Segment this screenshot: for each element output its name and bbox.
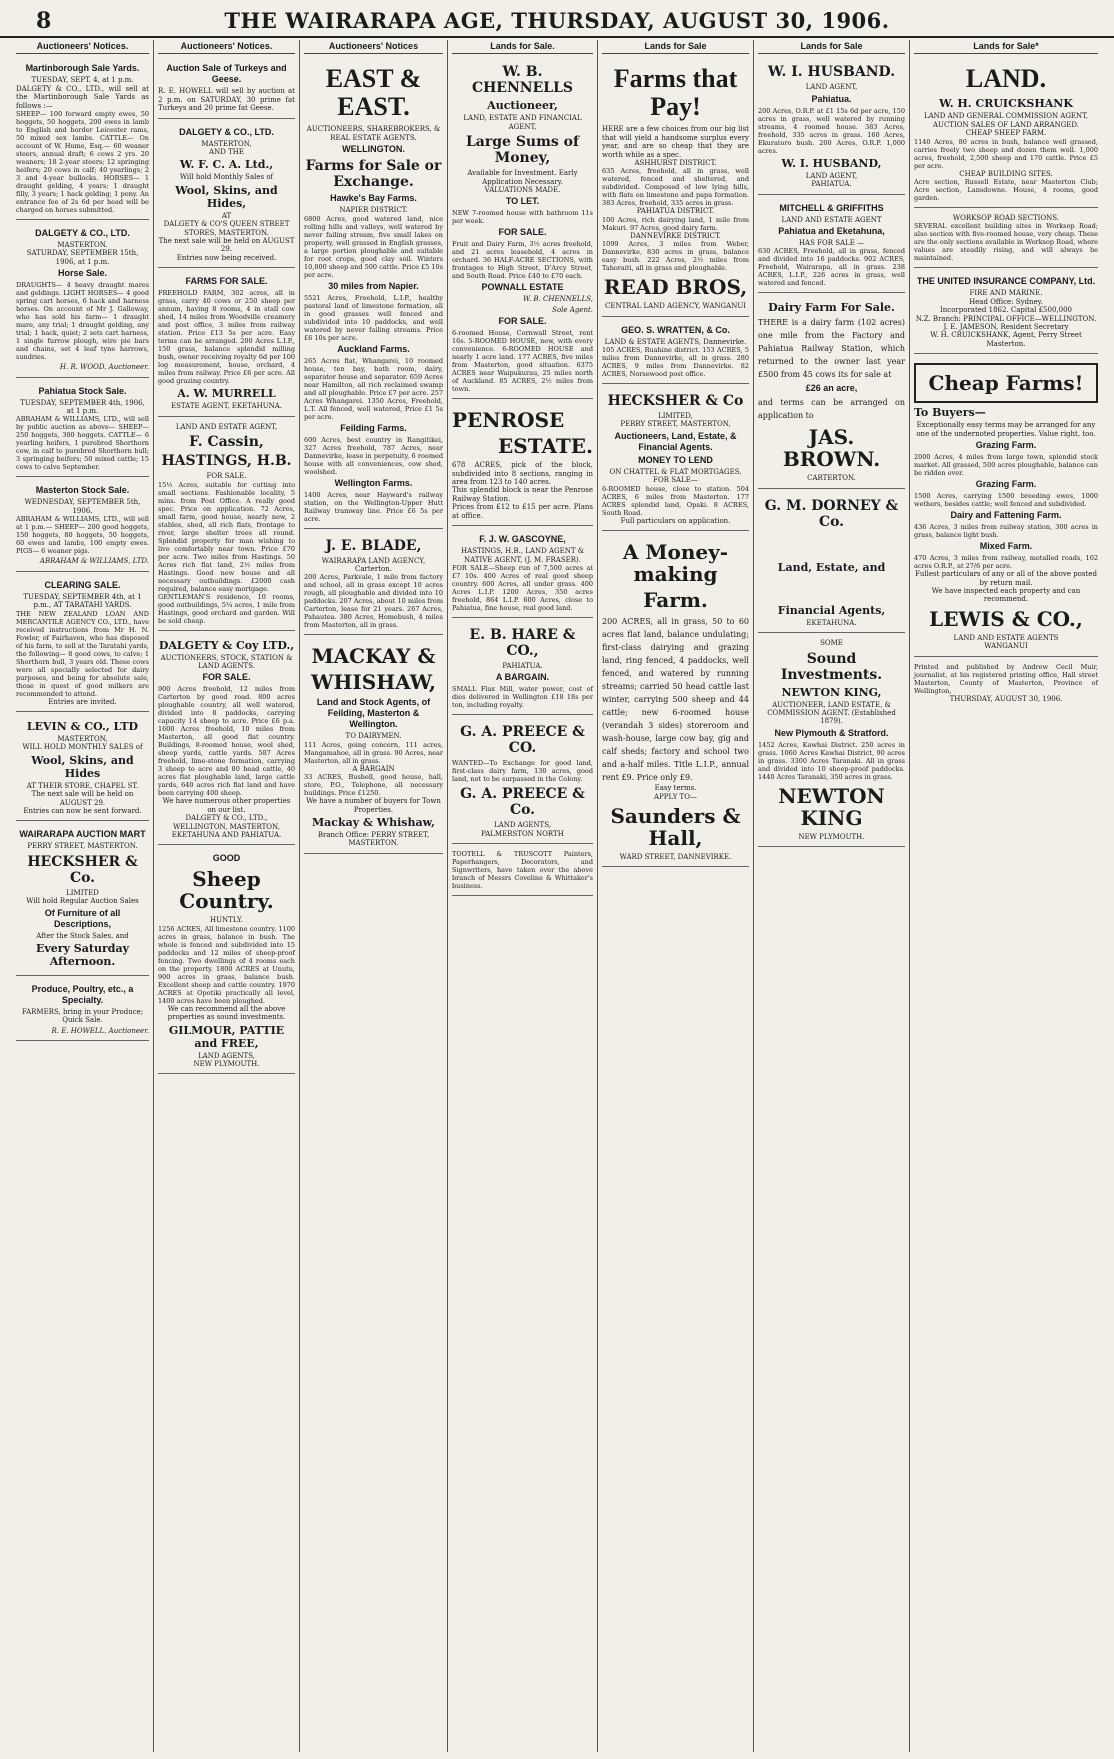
advert-cheap-farms bbox=[914, 357, 1098, 656]
advert-title: CLEARING SALE. bbox=[44, 579, 121, 590]
advert-title: Masterton Stock Sale. bbox=[35, 485, 130, 496]
advert-title: Dairy Farm For Sale. bbox=[768, 301, 895, 315]
advert-worksop bbox=[914, 211, 1098, 268]
advert-buyers: To Buyers— bbox=[914, 406, 986, 420]
advert-next: The next sale will be held on AUGUST 29. bbox=[158, 237, 295, 254]
advert-role: Auctioneers, Land, Estate, & Financial Agents. bbox=[614, 430, 737, 452]
advert-tail: We can recommend all the above properties as sound investments. bbox=[167, 1004, 286, 1022]
advert-address: PERRY STREET, MASTERTON, bbox=[620, 420, 731, 429]
advert-headline: LAND. bbox=[965, 64, 1047, 94]
advert-type: FIRE AND MARINE. bbox=[969, 289, 1043, 298]
advert-town: EKETAHUNA. bbox=[806, 618, 857, 627]
advert-signature-town: NEW PLYMOUTH. bbox=[798, 832, 865, 841]
advert-mortgages: ON CHATTEL & FLAT MORTGAGES. bbox=[609, 467, 742, 476]
advert-tail: We have numerous other properties on our list. bbox=[162, 797, 291, 814]
advert-street: PERRY STREET, MASTERTON. bbox=[27, 842, 138, 851]
advert-role: LAND & ESTATE AGENTS, Dannevirke. bbox=[604, 337, 747, 346]
advert-body: ABRAHAM & WILLIAMS, LTD., will sell by public auction as above— SHEEP— 250 hoggets, 300 hoggets. CATTLE— 6 yearling heifers, 1 purebred Shorthorn cow, in calf to purebred Shorthorn bull; 3 springing heifers; 50 mixed cattle; 15 cows to calve September. bbox=[16, 415, 149, 472]
section-title: FOR SALE. bbox=[498, 227, 547, 238]
advert-role-1: Land, Estate, and bbox=[777, 560, 886, 574]
advert-preece bbox=[452, 718, 593, 844]
advert-agent-role: LAND AGENT, bbox=[805, 83, 858, 92]
advert-role: LAND AND ESTATE AGENT bbox=[781, 215, 882, 224]
column-2 bbox=[154, 40, 300, 1752]
advert-newton-king bbox=[758, 636, 905, 847]
section-body: Acre section, Russell Estate, near Masterton Club; Acre section, Lansdowne. House, 4 rooms, good garden. bbox=[914, 178, 1098, 203]
advert-town: HASTINGS, H.B. bbox=[161, 453, 292, 470]
column-header: Lands for Sale* bbox=[914, 40, 1098, 54]
advert-good: GOOD bbox=[212, 853, 241, 864]
advert-date: TUESDAY, SEPT. 4, at 1 p.m. bbox=[31, 76, 134, 85]
advert-signature-role: Sole Agent. bbox=[552, 305, 593, 314]
advert-tootell bbox=[452, 847, 593, 896]
advert-intro: WILL HOLD MONTHLY SALES of bbox=[22, 743, 143, 752]
advert-agent-role: ESTATE AGENT, EKETAHUNA. bbox=[170, 402, 283, 411]
advert-headline: Farms for Sale or Exchange. bbox=[305, 158, 442, 191]
advert-agent-role-2: LAND, ESTATE AND FINANCIAL AGENT, bbox=[463, 114, 582, 131]
advert-signature: ABRAHAM & WILLIAMS, LTD. bbox=[39, 557, 149, 566]
advert-role: AUCTIONEERS, SHAREBROKERS, & REAL ESTATE AGENTS. bbox=[306, 125, 441, 142]
advert-office: Head Office: Sydney. bbox=[969, 297, 1043, 306]
section-title: POWNALL ESTATE bbox=[481, 282, 564, 293]
section-body: 635 Acres, freehold, all in grass, well watered, fenced and sheltered, and subdivided. Composed of low lying hills, with flats on limestone and papa formation. 383 Acres, freehold, 335 acres in grass. bbox=[602, 167, 749, 208]
advert-office: Branch Office: PERRY STREET, MASTERTON. bbox=[317, 831, 430, 848]
advert-terms: and terms can be arranged on application to bbox=[758, 398, 905, 421]
advert-body: 200 Acres, O.R.P. at £1 15s 6d per acre, 150 acres in grass, well watered by running streams, 4 roomed house. 383 Acres, freehold, 335 acres in grass. 160 Acres, Ekuratoro bush. 200 Acres, O.R.P. 1,000 acres. bbox=[758, 106, 905, 155]
advert-title-line-1: PENROSE bbox=[452, 408, 565, 433]
advert-goods: Wool, Skins, and Hides, bbox=[175, 183, 278, 210]
advert-role: CENTRAL LAND AGENCY, WANGANUI bbox=[605, 302, 746, 311]
advert-at: AT bbox=[221, 211, 232, 220]
advert-body: R. E. HOWELL will sell by auction at 2 p.m. on SATURDAY, 30 prime fat Turkeys and 20 prime fat Geese. bbox=[158, 87, 295, 113]
advert-after: After the Stock Sales, and bbox=[36, 931, 129, 940]
advert-forsale: FOR SALE. bbox=[206, 472, 247, 481]
advert-role: Land and Stock Agents, of Feilding, Masterton & Wellington. bbox=[316, 697, 431, 730]
advert-stores: DALGETY & CO'S QUEEN STREET STORES, MASTERTON. bbox=[163, 220, 290, 237]
advert-terms: Easy terms. bbox=[654, 784, 697, 793]
section-body: 600 Acres, best country in Rangitikei, 327 Acres freehold, 787 Acres, near Dannevirke, lease in perpetuity, 6 roomed house with all conveniences, cow shed, woolshed. bbox=[304, 435, 443, 476]
advert-agent-name: NEWTON KING, bbox=[781, 685, 882, 699]
advert-role: AUCTIONEERS, STOCK, STATION & LAND AGENTS. bbox=[160, 653, 293, 670]
advert-signature: DALGETY & CO., LTD., WELLINGTON, MASTERTON, EKETAHUNA AND PAHIATUA. bbox=[171, 814, 282, 839]
advert-firm: DALGETY & CO., LTD. bbox=[179, 126, 274, 137]
section-title: DANNEVIRKE DISTRICT. bbox=[630, 231, 721, 240]
advert-signature: G. A. PREECE & Co. bbox=[460, 786, 585, 819]
advert-place: MASTERTON. bbox=[57, 241, 108, 250]
section-title: FOR SALE. bbox=[498, 316, 547, 327]
advert-signature-town: PAHIATUA. bbox=[811, 180, 852, 189]
advert-towns: New Plymouth & Stratford. bbox=[774, 727, 889, 738]
advert-date: SATURDAY, SEPTEMBER 15th, 1906, at 1 p.m. bbox=[26, 249, 139, 266]
advert-body: 678 ACRES, pick of the block, subdivided into 8 sections, ranging in area from 123 to 140 acres. bbox=[452, 461, 593, 487]
advert-body: TOOTELL & TRUSCOTT Painters, Paperhangers, Decorators, and Signwriters, have taken over the above branch of Messrs Coveline & Whittaker's business. bbox=[452, 850, 593, 891]
advert-buyers: We have a number of buyers for Town Properties. bbox=[306, 797, 441, 814]
advert-penrose bbox=[452, 402, 593, 526]
advert-blade bbox=[304, 532, 443, 636]
advert-body: ABRAHAM & WILLIAMS, LTD., will sell at 1 p.m.— SHEEP— 200 good hoggets, 150 hoggets, 80 hoggets, 50 hoggets, 60 ewes and lambs, 100 empty ewes. PIGS— 6 weaner pigs. bbox=[16, 515, 149, 556]
advert-firm: LEVIN & CO., LTD bbox=[26, 719, 139, 733]
advert-role: LAND AGENTS, bbox=[494, 821, 551, 830]
section-body: 6-roomed House, Cornwall Street, rent 16s. 5-ROOMED HOUSE, new, with every convenience. 6-ROOMED HOUSE and nearly 1 acre land. 177 ACRES, five miles from Masterton, good situation. 6375 ACRES near Waipukurau, 25 miles north of Auckland. 85 ACRES, 2½ miles from town. bbox=[452, 329, 593, 394]
advert-town: Pahiatua and Eketahuna, bbox=[778, 226, 885, 237]
section-title: Auckland Farms. bbox=[337, 343, 410, 354]
advert-turkeys bbox=[158, 58, 295, 118]
advert-farms-for-sale bbox=[158, 271, 295, 416]
section-body: 5521 Acres, Freehold, L.I.P., healthy pastoral land of limestone formation, all in good grasses well fenced and subdivided into 10 paddocks, and well watered by never failing streams. Price £6 10s per acre. bbox=[304, 293, 443, 342]
advert-body: 111 Acres, going concern, 111 acres, Mangamahoe, all in grass. 90 Acres, near Masterton, all in grass. bbox=[304, 740, 443, 765]
page-columns bbox=[12, 40, 1102, 1752]
advert-role: LAND AND ESTATE AGENTS bbox=[953, 633, 1059, 642]
advert-auction-mart bbox=[16, 824, 149, 976]
advert-agent-name: A. W. MURRELL bbox=[177, 387, 276, 401]
advert-signature: W. B. CHENNELLS, bbox=[522, 295, 593, 304]
advert-firm: MITCHELL & GRIFFITHS bbox=[779, 202, 884, 213]
advert-masterton-stock bbox=[16, 480, 149, 571]
advert-headline: Cheap Farms! bbox=[928, 371, 1084, 396]
advert-produce bbox=[16, 979, 149, 1041]
section-title: TO LET. bbox=[505, 196, 540, 207]
advert-body: DRAUGHTS— 4 heavy draught mares and geldings. LIGHT HORSES— 4 good spring cart horses, 6 hack and harness horses. On account of Mr J. Galloway, who has sold his farm— 1 draught mare, any trial; 1 draught gelding, any trial; 1 hack, quiet; 2 sets cart harness, 1 single furrow plough, wire pie bars and chains, set 4 leaf tyne harrows, sundries. bbox=[16, 281, 149, 362]
advert-note: A BARGAIN bbox=[352, 764, 395, 773]
advert-goods: Of Furniture of all Descriptions, bbox=[44, 907, 121, 929]
advert-levin bbox=[16, 715, 149, 821]
advert-firm: READ BROS, bbox=[603, 275, 748, 300]
advert-subtitle: Horse Sale. bbox=[57, 268, 108, 279]
advert-forsale: FOR SALE. bbox=[202, 672, 251, 683]
advert-town: NEW PLYMOUTH. bbox=[193, 1059, 260, 1068]
advert-entries: Entries can now be sent forward. bbox=[23, 806, 142, 815]
advert-agent-role: LAND AGENTS, bbox=[198, 1051, 255, 1060]
advert-sheep-country bbox=[158, 848, 295, 1074]
advert-note: Entries are invited. bbox=[48, 697, 117, 706]
advert-dalgety-coy bbox=[158, 634, 295, 846]
advert-firm: DALGETY & CO., LTD. bbox=[35, 228, 130, 239]
section-body: 1500 Acres, carrying 1500 breeding ewes, 1000 wethers, besides cattle; well fenced and subdivided. bbox=[914, 492, 1098, 509]
advert-firm: HECKSHER & Co. bbox=[27, 853, 138, 886]
newspaper-title: THE WAIRARAPA AGE, THURSDAY, AUGUST 30, 1906. bbox=[224, 8, 890, 33]
section-body: 6800 Acres, good watered land, nice rolling hills and valleys, well watered by never failing stream, five small lakes on property, well grassed in English grasses, a large portion ploughable and suitable for root crops, good clay soil. Winters 10,000 sheep and 500 cattle. Price £5 10s per acre. bbox=[304, 214, 443, 279]
advert-title: Martinborough Sale Yards. bbox=[25, 63, 140, 74]
column-5 bbox=[598, 40, 754, 1752]
advert-body: THERE is a dairy farm (102 acres) one mile from the Factory and Pahiatua Railway Station, which returned to the owner last year £500 from 45 cows its for sale at bbox=[758, 318, 905, 380]
advert-town: WELLINGTON. bbox=[342, 144, 405, 155]
advert-address: WARD STREET, DANNEVIRKE. bbox=[619, 852, 732, 861]
advert-hecksher bbox=[602, 387, 749, 531]
advert-body: SHEEP— 100 forward empty ewes, 50 hoggets, 50 hoggets, 200 ewes in lamb to English and border Leicester rams, 50 mixed sex lambs. CATTLE— On account of W. Hume, Esq.— 60 weaner steers, annual draft; 6 cows 2 yrs. 20 weaners; 18 2-year steers; 12 springing heifers; 20 cows in calf; 40 yearlings; 2 3 and 4-year bullocks. HORSES— 1 draught gelding, 4 years; 1 draught filly, 3 years; 1 hack gelding; 1 pony. An entrance fee of 2s 6d per head will be charged on horses submitted. bbox=[16, 110, 149, 215]
advert-agent-role: LAND AND GENERAL COMMISSION AGENT, AUCTION SALES OF LAND ARRANGED. bbox=[923, 112, 1089, 129]
advert-body: 1452 Acres, Kawhai District. 250 acres in grass. 1060 Acres Kawhai District, 90 acres in grass. 3300 Acres Taranaki. All in grass and divided into 10 sheep-proof paddocks. 1440 Acres Taranaki, 350 acres in grass. bbox=[758, 740, 905, 781]
advert-intro: HERE are a few choices from our big list that will yield a handsome surplus every year, and are so cheap that they are worth while as a spec. bbox=[602, 125, 749, 159]
advert-manager: J. E. JAMESON, Resident Secretary bbox=[943, 323, 1069, 332]
advert-place: HUNTLY. bbox=[210, 916, 243, 925]
advert-agent-name: W. I. HUSBAND. bbox=[767, 64, 896, 81]
section-body: 100 Acres, rich dairying land, 1 mile from Makuri. 97 Acres, good dairy farm. bbox=[602, 215, 749, 232]
section-body: SEVERAL excellent building sites in Worksop Road; also section with five-roomed house, very cheap. These are the only sections available in Worksop Road, where values are steadily rising, and will always be maintained. bbox=[914, 222, 1098, 263]
section-title: Dairy and Fattening Farm. bbox=[950, 510, 1062, 521]
advert-entries: Entries now being received. bbox=[176, 253, 277, 262]
section-body: SMALL Flax Mill, water power, cost of dies delivered in Wellington £18 18s per ton, including royalty. bbox=[452, 685, 593, 710]
advert-valuations: VALUATIONS MADE. bbox=[484, 186, 561, 195]
section-title: WORKSOP ROAD SECTIONS. bbox=[952, 214, 1060, 223]
column-3 bbox=[300, 40, 448, 1752]
section-body: 1099 Acres, 3 miles from Weber, Dannevirke, 830 acres in grass, balance easy bush. 222 Acres, 2½ miles from Tahoraiti, all in grass and ploughable. bbox=[602, 240, 749, 273]
advert-mitchell-griffiths bbox=[758, 198, 905, 294]
advert-east-and-east bbox=[304, 58, 443, 528]
advert-firm: G. M. DORNEY & Co. bbox=[764, 497, 899, 530]
advert-limited: LIMITED bbox=[66, 888, 99, 897]
advert-headline: Farms that Pay! bbox=[613, 64, 738, 122]
advert-fuller: Fullest particulars of any or all of the above posted by return mail. bbox=[915, 570, 1097, 587]
advert-date: WEDNESDAY, SEPTEMBER 5th, 1906. bbox=[24, 498, 141, 515]
advert-title: FARMS FOR SALE. bbox=[185, 276, 268, 287]
advert-signature: LEWIS & CO., bbox=[929, 606, 1083, 631]
advert-subtitle: Available for Investment. Early Application Necessary. bbox=[467, 169, 578, 186]
advert-inspect: We have inspected each property and can recommend. bbox=[931, 586, 1081, 604]
imprint-date: THURSDAY, AUGUST 30, 1906. bbox=[949, 694, 1063, 703]
advert-town: CARTERTON. bbox=[807, 474, 856, 483]
advert-body: WANTED—To Exchange for good land, first-class dairy farm, 130 acres, good land, not to be surpassed in the Colony. bbox=[452, 759, 593, 784]
section-title: Grazing Farm. bbox=[975, 479, 1037, 490]
advert-signature-role: LAND AGENT, bbox=[805, 171, 858, 180]
advert-agent: W. H. CRUICKSHANK, Agent, Perry Street Masterton. bbox=[930, 331, 1082, 348]
advert-body: FREEHOLD FARM, 302 acres, all in grass, carry 40 cows or 250 sheep per annum, having 8 rooms, 4 in stall cow shed, 14 miles from Woodville creamery and post office, 3 miles from railway station. Price £13 5s per acre. Easy terms can be arranged. 200 Acres L.I.P., 150 grass, balance splendid milling bush, owner receiving royalty 6d per 100 log measurement, house, orchard, 4 miles from railway. Price £6 per acre. All good grazing country. bbox=[158, 289, 295, 386]
advert-firm: HECKSHER & Co bbox=[607, 393, 744, 410]
advert-body-2: GENTLEMAN'S residence, 10 rooms, good outbuildings, 5¼ acres, 1 mile from Hastings, good orchard and garden. Will be sold cheap. bbox=[158, 592, 295, 625]
advert-title: Produce, Poultry, etc., a Specialty. bbox=[31, 983, 134, 1005]
advert-agent-name: JAS. BROWN. bbox=[782, 425, 881, 472]
masthead bbox=[0, 0, 1114, 38]
advert-firm: THE UNITED INSURANCE COMPANY, Ltd. bbox=[916, 276, 1096, 287]
section-title: PAHIATUA DISTRICT. bbox=[636, 207, 715, 216]
advert-cassin bbox=[158, 420, 295, 631]
advert-date: TUESDAY, SEPTEMBER 4th, at 1 p.m., AT TARATAHI YARDS. bbox=[23, 592, 142, 610]
column-1 bbox=[12, 40, 154, 1752]
advert-body: 200 Acres, Parkvale, 1 mile from factory and school, all in grass except 10 acres rough, all ploughable and divided into 10 paddocks. 207 Acres, about 10 miles from Carterton, lease for 21 years. 267 Acres, Pahautea. 380 Acres, Homebush, 4 miles from Masterton, all in grass. bbox=[304, 573, 443, 630]
advert-money: MONEY TO LEND bbox=[638, 454, 713, 465]
advert-wool-sales bbox=[158, 122, 295, 269]
column-7 bbox=[910, 40, 1102, 1752]
imprint bbox=[914, 660, 1098, 708]
advert-title: WAIRARAPA AUCTION MART bbox=[19, 829, 146, 840]
advert-headline: Sound Investments. bbox=[780, 650, 883, 683]
section-body: 1140 Acres, 80 acres in bush, balance well grassed, carries freely two sheep and dozen them well. 1,000 acres, freehold, 2,500 sheep and 170 cattle. Price £5 per acre. bbox=[914, 137, 1098, 170]
advert-branch: N.Z. Branch: PRINCIPAL OFFICE—WELLINGTON. bbox=[915, 314, 1097, 323]
section-title: Hawke's Bay Farms. bbox=[330, 193, 417, 204]
column-header: Lands for Sale bbox=[758, 40, 905, 54]
advert-place: MASTERTON, bbox=[201, 139, 252, 148]
advert-headline-2: Farm. bbox=[643, 588, 708, 613]
advert-title: Sheep Country. bbox=[179, 867, 274, 914]
advert-dairy-farm bbox=[758, 296, 905, 488]
advert-forsale: FOR SALE— bbox=[653, 476, 698, 485]
advert-signature: H. R. WOOD, Auctioneer. bbox=[59, 363, 149, 372]
advert-signature: Saunders & Hall, bbox=[610, 803, 741, 850]
column-header: Lands for Sale bbox=[602, 40, 749, 54]
advert-agent-name: W. H. CRUICKSHANK bbox=[939, 97, 1073, 111]
section-title: CHEAP SHEEP FARM. bbox=[965, 129, 1047, 138]
section-body: 1400 Acres, near Hayward's railway station, on the Wellington-Upper Hutt Railway tramway line. Price £6 5s per acre. bbox=[304, 490, 443, 523]
advert-title: Pahiatua Stock Sale. bbox=[38, 385, 127, 396]
advert-body: Will hold Monthly Sales of bbox=[179, 173, 274, 182]
advert-clearing-sale bbox=[16, 575, 149, 712]
section-body: Fruit and Dairy Farm, 3½ acres freehold, and 21 acres leasehold, 4 acres in orchard. 36 HALF-ACRE SECTIONS, with frontages to High Street, D'Arcy Street, and South Road. Price £40 to £70 each. bbox=[452, 240, 593, 281]
advert-intro: LAND AND ESTATE AGENT, bbox=[175, 422, 278, 431]
column-header: Auctioneers' Notices. bbox=[16, 40, 149, 54]
advert-buyers-body: Exceptionally easy terms may be arranged for any one of the undernoted properties. Value right, too. bbox=[916, 421, 1096, 438]
advert-price: £26 an acre, bbox=[805, 383, 858, 394]
advert-every: Every Saturday Afternoon. bbox=[36, 941, 129, 968]
advert-agent-name: GILMOUR, PATTIE and FREE, bbox=[168, 1023, 285, 1050]
advert-wratten bbox=[602, 320, 749, 384]
section-body: NEW 7-roomed house with bathroom 11s per week. bbox=[452, 209, 593, 226]
advert-signature: W. I. HUSBAND, bbox=[781, 156, 882, 170]
section-title: A BARGAIN. bbox=[495, 672, 550, 683]
advert-title: Auction Sale of Turkeys and Geese. bbox=[166, 63, 287, 85]
advert-dorney bbox=[758, 492, 905, 633]
advert-body: 105 ACRES, Ruahine district. 153 ACRES, 5 miles from Dannevirke, all in grass. 280 ACRES, 9 miles from Dannevirke. 82 ACRES, Norsewood post office. bbox=[602, 346, 749, 379]
advert-firm: E. B. HARE & CO., bbox=[469, 626, 576, 659]
advert-body: FOR SALE—Sheep run of 7,500 acres at £7 10s. 400 Acres of real good sheep country. 600 Acres, all under grass. 400 Acres L.I.P. 1200 Acres, 350 acres freehold, 864 L.I.P. 600 Acres, close to Pahiatua, fine house, real good land. bbox=[452, 563, 593, 612]
advert-capital: Incorporated 1862. Capital £500,000 bbox=[940, 306, 1072, 315]
advert-agent-role: AUCTIONEER, LAND ESTATE, & COMMISSION AGENT. (Established 1879). bbox=[767, 700, 896, 726]
advert-agent-role: HASTINGS, H.B., LAND AGENT & NATIVE AGENT, (J. M. FRASER). bbox=[461, 547, 584, 564]
advert-and: AND THE bbox=[209, 148, 244, 157]
advert-pahiatua-stock bbox=[16, 381, 149, 478]
advert-husband bbox=[758, 58, 905, 194]
cheap-farms-box bbox=[914, 363, 1098, 403]
advert-signature: NEWTON KING bbox=[778, 783, 885, 830]
advert-body: 1256 ACRES, All limestone country. 1100 acres in grass, balance in bush. The whole is fenced and subdivided into 15 paddocks and 12 miles of sheep-proof fencing. Two dwellings of 4 rooms each on the property. 1800 ACRES at Unutu, 900 acres in grass, balance bush. Excellent sheep and cattle country. 1970 ACRES at Opotiki practically all level, 1400 acres have been ploughed. bbox=[158, 924, 295, 1005]
advert-price: Prices from £12 to £15 per acre. Plans at office. bbox=[452, 503, 593, 520]
column-header: Lands for Sale. bbox=[452, 40, 593, 54]
section-title: Wellington Farms. bbox=[334, 477, 413, 488]
advert-limited: LIMITED, bbox=[658, 412, 693, 421]
advert-signature: R. E. HOWELL, Auctioneer. bbox=[51, 1026, 149, 1035]
advert-town: WANGANUI bbox=[984, 642, 1028, 651]
advert-body: 200 ACRES, all in grass, 50 to 60 acres flat land, balance undulating; first-class dairying and grazing land, ring fenced, 4 paddocks, well fenced, and watered by running streams; carried 50 head cattle last winter, carrying 500 sheep and 44 cattle; new 6-roomed house (verandah 3 sides) storeroom and wash-house, large cow bay, gig and calf sheds; factory and school two and a-half miles. Title L.I.P., annual rent £9. Price only £9. bbox=[602, 617, 749, 783]
section-body: 265 Acres flat, Whangarei, 10 roomed house, ten bay, bath room, dairy, separator house and separator. 659 Acres near Hamilton, all rich reclaimed swamp and all ploughable. Price £7 per acre. 257 Acres Whangarei. 1350 Acres, Freehold, L.T. All fenced, well watered, Price £1 5s per acre. bbox=[304, 356, 443, 421]
section-title: Feilding Farms. bbox=[340, 422, 407, 433]
advert-agent-name: J. E. BLADE, bbox=[325, 537, 422, 554]
advert-firm: GEO. S. WRATTEN, & Co. bbox=[621, 324, 730, 335]
advert-body-2: 33 ACRES, Bushell, good house, hall, store, P.O., Telephone, all necessary buildings. Price £1250. bbox=[304, 773, 443, 798]
advert-cruickshank bbox=[914, 58, 1098, 208]
advert-headline-1: A Money-making bbox=[622, 540, 729, 587]
advert-united-insurance bbox=[914, 271, 1098, 354]
section-body: 470 Acres, 3 miles from railway, metalled roads, 102 acres O.R.P., at 27/6 per acre. bbox=[914, 554, 1098, 571]
advert-gascoyne bbox=[452, 529, 593, 618]
advert-horse-sale bbox=[16, 223, 149, 378]
advert-farms-that-pay bbox=[602, 58, 749, 316]
advert-where: AT THEIR STORE, CHAPEL ST. bbox=[26, 781, 139, 790]
advert-body: 15½ Acres, suitable for cutting into small sections. Fashionable locality, 5 mins. from Post Office. A really good spec. Price on application. 72 Acres, small farm, good house, nearly new, 2 stables, shed, all rich flats, frontage to river, large shelter trees all round. Splendid property for man wishing to live comfortably near town. Price £70 per acre. Two miles from Hastings. 50 Acres rich flat land, 2½ miles from Hastings. Good new house and all necessary outbuildings. £2000 cash required, balance easy mortgage. bbox=[158, 480, 295, 593]
advert-hare bbox=[452, 621, 593, 715]
advert-agent-role: Auctioneer, bbox=[487, 99, 558, 113]
advert-title-line-2: ESTATE. bbox=[498, 434, 593, 459]
advert-firm-line-1: MACKAY & bbox=[311, 644, 436, 669]
section-title: 30 miles from Napier. bbox=[328, 280, 419, 291]
advert-some: SOME bbox=[820, 639, 843, 648]
advert-town: PALMERSTON NORTH bbox=[481, 829, 564, 838]
advert-mackay-whishaw bbox=[304, 638, 443, 853]
advert-agent-name: F. J. W. GASCOYNE, bbox=[479, 534, 566, 545]
advert-firm-line-2: WHISHAW, bbox=[311, 670, 436, 695]
advert-signature: Mackay & Whishaw, bbox=[312, 816, 435, 830]
column-header: Auctioneers' Notices bbox=[304, 40, 443, 54]
advert-firm: EAST & EAST. bbox=[325, 64, 422, 122]
advert-body: 6-ROOMED house, close to station. 504 ACRES, 6 miles from Masterton. 177 ACRES splendid land, Opaki. 8 ACRES, South Road. bbox=[602, 484, 749, 517]
advert-town: Pahiatua. bbox=[811, 93, 852, 104]
advert-apply: APPLY TO— bbox=[654, 792, 697, 801]
advert-body: THE NEW ZEALAND LOAN AND MERCANTILE AGENCY CO., LTD., have received instructions from Mr H. N. Fowler, of Fairhaven, who has disposed of his farm, to sell at the Taratahi yards, the following— 8 good cows, to calve; 1 Shorthorn bull, 3 years old. These cows were all specially selected for dairy purposes, and being for absolute sale, those in quest of good milkers are recommended to attend. bbox=[16, 609, 149, 698]
imprint-text: Printed and published by Andrew Cecil Muir, journalist, at his registered printing office, Hall street Masterton, County of Masterton, Province of Wellington, bbox=[914, 662, 1098, 695]
section-body: 436 Acres, 3 miles from railway station, 300 acres in grass, balance light bush. bbox=[914, 523, 1098, 540]
advert-body: 900 Acres freehold, 12 miles from Carterton by good road. 800 acres ploughable country, all well watered, divided into 8 paddocks, carrying capacity 14 sheep to acre. Price £6 p.a. 1600 Acres freehold, 10 miles from Masterton, all good flat country. Buildings, 8-roomed house, wool shed, sheep yards, cattle yards. 587 Acres freehold, lime-stone formation, carrying 3 sheep to acre and 80 head cattle, 40 acres flat ploughable land, large cattle yards, 640 acres rich flat land and have been carrying 400 sheep. bbox=[158, 685, 295, 798]
advert-wfca: W. F. C. A. Ltd., bbox=[179, 158, 274, 172]
page-number: 8 bbox=[36, 8, 52, 34]
section-body: 2000 Acres, 4 miles from large town, splendid stock market. All grassed, 500 acres ploughable, balance can be ridden over. bbox=[914, 453, 1098, 478]
section-title: Grazing Farm. bbox=[975, 440, 1037, 451]
advert-headline: Large Sums of Money, bbox=[465, 134, 580, 167]
advert-martinborough bbox=[16, 58, 149, 220]
advert-body: 630 ACRES, Freehold, all in grass, fenced and divided into 16 paddocks. 902 ACRES, Freehold, Wairarapa, all in grass. 238 ACRES, L.I.P., 226 acres in grass, well watered and fenced. bbox=[758, 247, 905, 288]
column-4 bbox=[448, 40, 598, 1752]
advert-firm: G. A. PREECE & CO. bbox=[460, 724, 585, 757]
advert-body: Will hold Regular Auction Sales bbox=[26, 897, 139, 906]
advert-next: The next sale will be held on AUGUST 29. bbox=[31, 790, 134, 807]
advert-body: FARMERS, bring in your Produce; Quick Sale. bbox=[21, 1007, 144, 1025]
advert-money-making-farm bbox=[602, 534, 749, 867]
advert-firm: DALGETY & Coy LTD., bbox=[158, 638, 295, 652]
section-title: ASHHURST DISTRICT. bbox=[634, 159, 717, 168]
advert-tail: Full particulars on application. bbox=[620, 516, 731, 525]
section-title: Mixed Farm. bbox=[979, 541, 1033, 552]
section-title: TO DAIRYMEN. bbox=[345, 732, 402, 741]
advert-has: HAS FOR SALE — bbox=[798, 239, 865, 248]
advert-agent-name: F. Cassin, bbox=[189, 434, 264, 451]
advert-role-2: Financial Agents, bbox=[777, 603, 886, 617]
advert-note: This splendid block is near the Penrose Railway Station. bbox=[452, 486, 593, 503]
advert-intro: DALGETY & CO., LTD., will sell at the Martinborough Sale Yards as follows :— bbox=[16, 84, 149, 110]
advert-place: MASTERTON, bbox=[57, 734, 108, 743]
advert-chennells bbox=[452, 58, 593, 399]
advert-goods: Wool, Skins, and Hides bbox=[31, 753, 134, 780]
column-header: Auctioneers' Notices. bbox=[158, 40, 295, 54]
section-title: CHEAP BUILDING SITES. bbox=[959, 169, 1053, 178]
advert-agent-name: W. B. CHENNELLS bbox=[471, 64, 574, 97]
column-6 bbox=[754, 40, 910, 1752]
advert-town: PAHIATUA. bbox=[502, 661, 543, 670]
section-subtitle: NAPIER DISTRICT. bbox=[339, 206, 408, 215]
advert-date: TUESDAY, SEPTEMBER 4th, 1906, at 1 p.m. bbox=[20, 398, 145, 416]
advert-agent-role: WAIRARAPA LAND AGENCY, Carterton. bbox=[321, 556, 426, 574]
